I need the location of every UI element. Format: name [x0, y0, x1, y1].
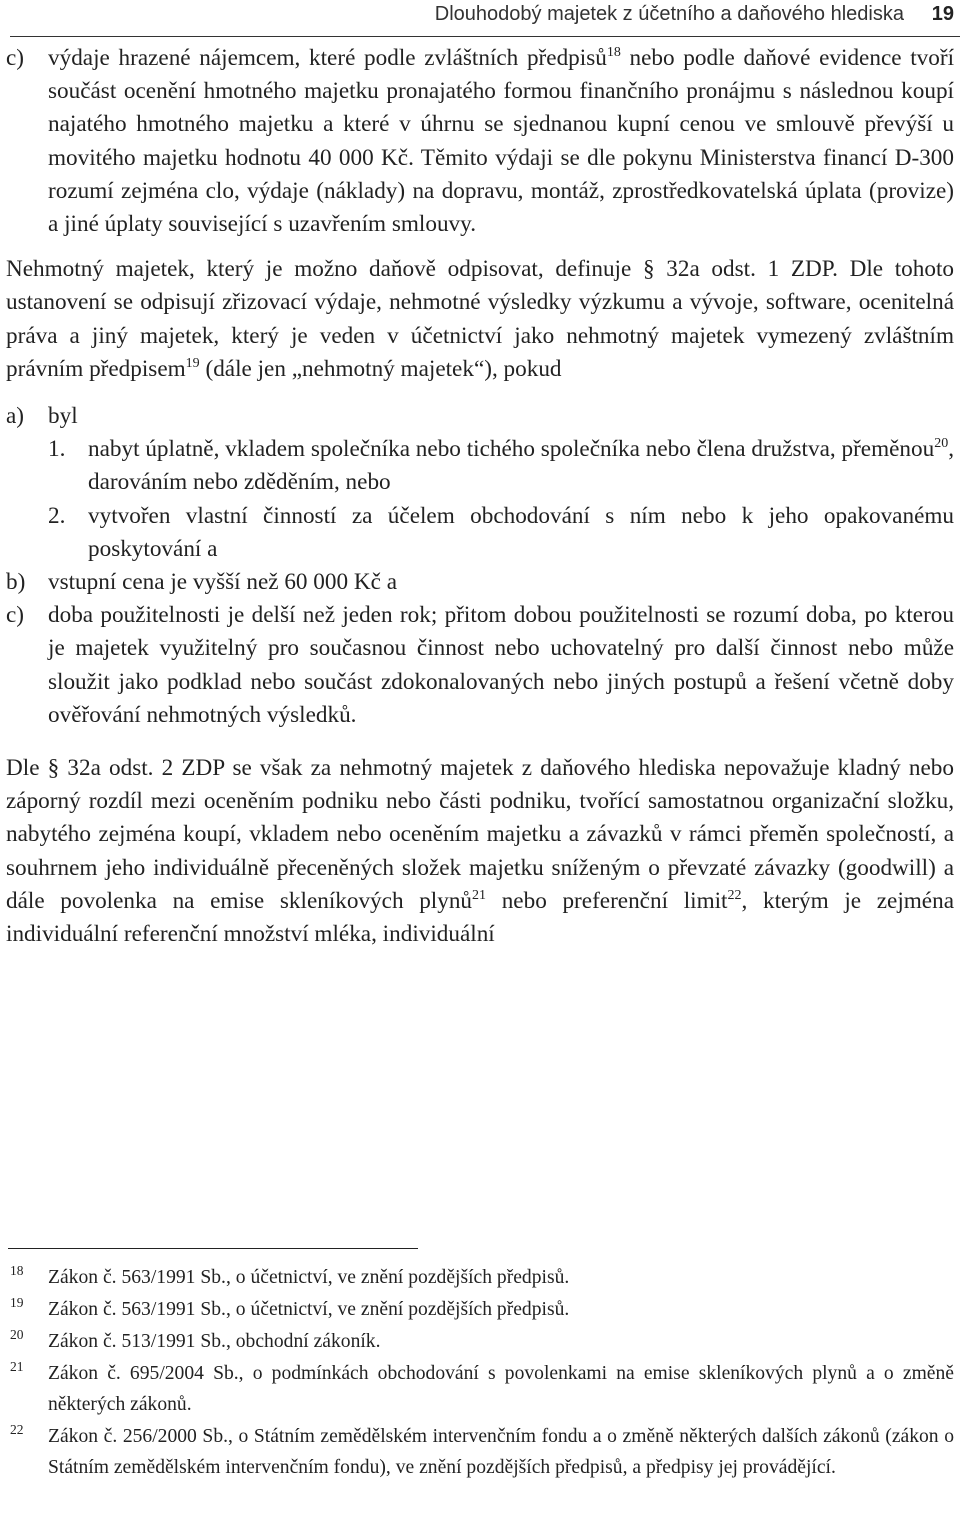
list-item-text: doba použitelnosti je delší než jeden rok; přitom dobou použitelnosti se rozumí doba, po kterou je majetek využitelný pro současnou činnost nebo uchovatelný pro další činnost nebo může sloužit jako podklad nebo součást zdokonalovaných nebo jiných postupů a řešení včetně doby ověřování nehmotných výsledků.	[48, 602, 954, 728]
body-text	[6, 42, 954, 951]
paragraph-intangible-assets	[6, 253, 954, 386]
footnote-22	[6, 1421, 954, 1483]
spacer	[6, 732, 954, 752]
list-item-c-useful-life	[6, 599, 954, 732]
footnote-text: Zákon č. 563/1991 Sb., o účetnictví, ve znění pozdějších předpisů.	[48, 1267, 570, 1288]
list-marker: c)	[6, 602, 25, 629]
footnote-number: 19	[10, 1295, 24, 1310]
paragraph-goodwill	[6, 752, 954, 951]
footnote-18	[6, 1262, 954, 1293]
footnote-19	[6, 1294, 954, 1325]
spacer	[6, 241, 954, 253]
footnote-ref: 18	[606, 45, 621, 60]
list-item-a	[6, 400, 954, 433]
footnote-ref: 21	[472, 887, 487, 903]
footnote-number: 21	[10, 1359, 24, 1374]
footnote-ref: 22	[727, 887, 742, 903]
list-marker: c)	[6, 45, 25, 71]
footnote-20	[6, 1326, 954, 1357]
paragraph-text: Dle § 32a odst. 2 ZDP se však za nehmotný majetek z daňového hlediska nepovažuje kladný nebo záporný rozdíl mezi oceněním podniku nebo části podniku, tvořící samostatnou organizační složku, nabytého zejména koupí, vkladem nebo oceněním majetku a závazků v rámci přeměn společností, a souhrnem jeho individuálně přeceněných složek majetku sníženým o převzaté závazky (goodwill) a dále povolenka na emise skleníkových plynů	[6, 755, 954, 914]
footnote-separator	[8, 1248, 418, 1249]
list-marker: a)	[6, 403, 25, 430]
spacer	[6, 386, 954, 400]
footnote-ref: 20	[934, 436, 949, 452]
footnote-ref: 19	[185, 355, 200, 371]
list-marker: b)	[6, 569, 26, 596]
footnote-21	[6, 1358, 954, 1420]
paragraph-text: Nehmotný majetek, který je možno daňově odpisovat, definuje § 32a odst. 1 ZDP. Dle tohoto ustanovení se odpisují zřizovací výdaje, nehmotné výsledky výzkumu a vývoje, software, ocenitelná práva a jiný majetek, který je veden v účetnictví jako nehmotný majetek vymezený zvláštním právním předpisem	[6, 256, 954, 382]
running-header	[10, 0, 960, 37]
running-header-title: Dlouhodobý majetek z účetního a daňového hlediska	[434, 3, 904, 25]
footnote-text: Zákon č. 563/1991 Sb., o účetnictví, ve znění pozdějších předpisů.	[48, 1299, 570, 1320]
list-item-text: nabyt úplatně, vkladem společníka nebo tichého společníka nebo člena družstva, přeměnou	[88, 436, 935, 463]
footnote-text: Zákon č. 695/2004 Sb., o podmínkách obchodování s povolenkami na emise skleníkových plynů a o změně některých zákonů.	[48, 1363, 954, 1415]
list-item-text: byl	[48, 403, 78, 430]
footnote-number: 22	[10, 1422, 24, 1437]
paragraph-text: (dále jen „nehmotný majetek“), pokud	[199, 355, 562, 382]
footnote-text: Zákon č. 256/2000 Sb., o Státním zemědělském intervenčním fondu a o změně některých dalších zákonů (zákon o Státním zemědělském intervenčním fondu), ve znění pozdějších předpisů, a předpisy jej provádějící.	[48, 1426, 954, 1478]
list-item-text: , darováním nebo zděděním, nebo	[88, 436, 954, 496]
list-item-text: vstupní cena je vyšší než 60 000 Kč a	[48, 569, 398, 596]
list-item-text: vytvořen vlastní činností za účelem obchodování s ním nebo k jeho opakovanému poskytování a	[88, 502, 954, 562]
sub-item-2	[6, 500, 954, 566]
list-item-b	[6, 566, 954, 599]
list-item-text: nebo podle daňové evidence tvoří součást ocenění hmotného majetku pronajatého formou finančního pronájmu s následnou koupí najatého hmotného majetku a které v úhrnu se sjednanou kupní cenou ve smlouvě převýší u movitého majetku hodnotu 40 000 Kč. Těmito výdaji se dle pokynu Ministerstva financí D-300 rozumí zejména clo, výdaje (náklady) na dopravu, montáž, zprostředkovatelská úplata (provize) a jiné úplaty související s uzavřením smlouvy.	[48, 45, 955, 238]
footnotes	[6, 1262, 954, 1484]
list-marker: 1.	[48, 436, 66, 463]
footnote-number: 18	[10, 1263, 24, 1278]
paragraph-text: , kterým je zejména individuální referenční množství mléka, individuální	[6, 887, 954, 948]
list-item-text: výdaje hrazené nájemcem, které podle zvláštních předpisů	[48, 45, 607, 71]
list-marker: 2.	[48, 502, 66, 529]
paragraph-text: nebo preferenční limit	[486, 887, 728, 914]
footnote-number: 20	[10, 1327, 24, 1342]
list-item-c-expenses	[6, 42, 954, 241]
page-number: 19	[931, 3, 954, 25]
sub-item-1	[6, 433, 954, 499]
footnote-text: Zákon č. 513/1991 Sb., obchodní zákoník.	[48, 1331, 381, 1352]
